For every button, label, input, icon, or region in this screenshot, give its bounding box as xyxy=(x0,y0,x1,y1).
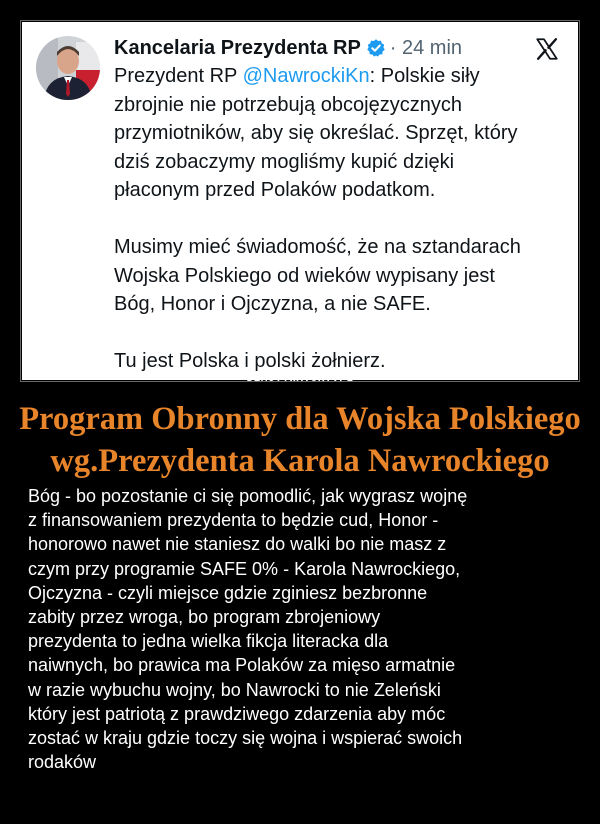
tweet-paragraph-2: Musimy mieć świadomość, że na sztandarach Wojska Polskiego od wieków wypisany jest Bóg, Honor i Ojczyzna, a nie SAFE. xyxy=(114,236,521,315)
description-line: rodaków xyxy=(28,752,97,773)
post-title-line-1: Program Obronny dla Wojska Polskiego xyxy=(19,401,581,437)
description-line: w razie wybuchu wojny, bo Nawrocki to nie Zeleński xyxy=(28,679,441,700)
tweet-text-suffix: : Polskie siły xyxy=(369,65,480,87)
description-line: z finansowaniem prezydenta to będzie cud, Honor - xyxy=(28,510,439,531)
post-title xyxy=(0,398,600,482)
verified-badge-icon xyxy=(366,38,386,58)
tweet-timestamp[interactable]: · 24 min xyxy=(389,36,463,59)
description-line: czym przy programie SAFE 0% - Karola Nawrockiego, xyxy=(28,558,461,579)
tweet-text-prefix: Prezydent RP xyxy=(114,65,243,87)
post-description xyxy=(28,484,580,774)
description-line: Bóg - bo pozostanie ci się pomodlić, jak wygrasz wojnę xyxy=(28,486,468,506)
post-title-line-2: wg.Prezydenta Karola Nawrockiego xyxy=(50,443,550,479)
description-line: prezydenta to jedna wielka fikcja literacka dla xyxy=(28,631,389,652)
tweet-card xyxy=(22,22,578,380)
mention-link[interactable]: @NawrockiKn xyxy=(242,65,370,87)
tweet-paragraph-1-rest: zbrojnie nie potrzebują obcojęzycznych przymiotników, aby się określać. Sprzęt, który dziś zobaczymy mogliśmy kupić dzięki płaconym przed Polaków podatkom. xyxy=(114,93,518,201)
description-line: Ojczyzna - czyli miejsce gdzie zginiesz bezbronne xyxy=(28,582,428,603)
description-line: naiwnych, bo prawica ma Polaków za mięso armatnie xyxy=(28,655,456,676)
tweet-header xyxy=(114,34,462,62)
description-line: zabity przez wroga, bo program zbrojeniowy xyxy=(28,607,381,628)
description-line: zostać w kraju gdzie toczy się wojna i wspierać swoich xyxy=(28,728,463,749)
tweet-paragraph-1 xyxy=(114,62,564,205)
site-watermark: DEMOTYWATORY.PL xyxy=(246,371,354,384)
description-line: który jest patriotą z prawdziwego zdarzenia aby móc xyxy=(28,703,446,724)
author-name[interactable]: Kancelaria Prezydenta RP xyxy=(114,36,361,59)
tweet-paragraph-3: Tu jest Polska i polski żołnierz. xyxy=(114,350,386,372)
tweet-text xyxy=(114,62,564,376)
profile-photo[interactable] xyxy=(36,36,100,100)
x-logo-icon[interactable] xyxy=(534,36,560,62)
description-line: honorowo nawet nie staniesz do walki bo nie masz z xyxy=(28,534,447,555)
